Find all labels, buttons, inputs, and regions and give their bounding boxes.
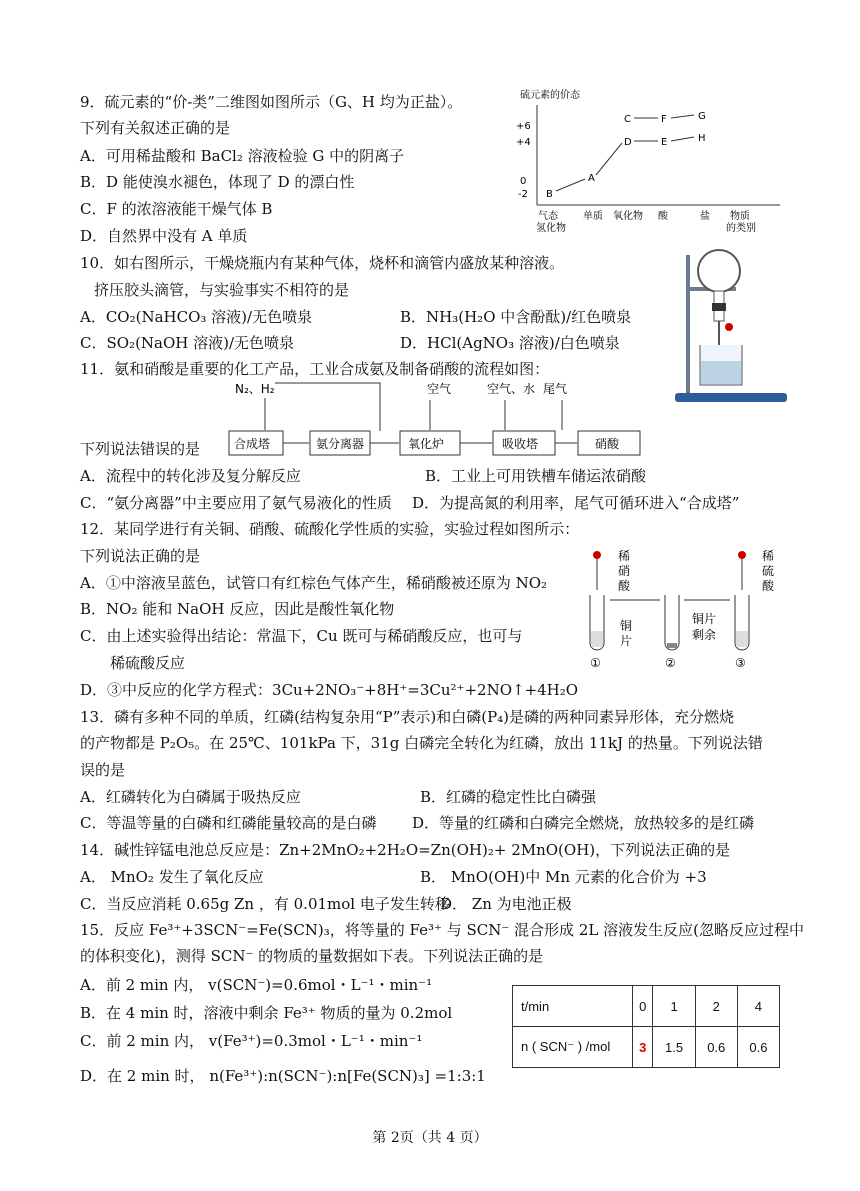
label-air-water: 空气、水 xyxy=(487,382,536,396)
ammonia-nitric-acid-flow-diagram xyxy=(225,378,645,460)
q15-option-a: A．前 2 min 内， v(SCN⁻)=0.6mol・L⁻¹・min⁻¹ xyxy=(80,976,433,994)
q15-option-b: B．在 4 min 时，溶液中剩余 Fe³⁺ 物质的量为 0.2mol xyxy=(80,1004,453,1022)
point-f: F xyxy=(661,114,667,125)
table-row xyxy=(513,986,780,1027)
q10-option-d: D．HCl(AgNO₃ 溶液)/白色喷泉 xyxy=(400,334,620,352)
q11-option-d: D．为提高氮的利用率，尾气可循环进入“合成塔” xyxy=(412,494,740,512)
box-nitric-acid: 硝酸 xyxy=(595,437,620,451)
q10-stem: 10．如右图所示，干燥烧瓶内有某种气体，烧杯和滴管内盛放某种溶液。 xyxy=(80,254,565,272)
table-cell: 1.5 xyxy=(653,1027,695,1068)
q13-stem-2: 的产物都是 P₂O₅。在 25℃、101kPa 下，31g 白磷完全转化为红磷，放出 11kJ 的热量。下列说法错 xyxy=(80,734,763,752)
tube-2-number: ② xyxy=(665,656,676,670)
fountain-apparatus-figure xyxy=(670,245,795,405)
q11-option-a: A．流程中的转化涉及复分解反应 xyxy=(80,467,301,485)
q15-stem: 15．反应 Fe³⁺+3SCN⁻=Fe(SCN)₃，将等量的 Fe³⁺ 与 SCN⁻ 混合形成 2L 溶液发生反应(忽略反应过程中 xyxy=(80,921,804,939)
q11-option-b: B．工业上可用铁槽车储运浓硝酸 xyxy=(425,467,647,485)
label-air: 空气 xyxy=(427,382,452,396)
label-copper: 铜 xyxy=(620,619,633,633)
ytick: 0 xyxy=(520,176,527,187)
q9-option-d: D．自然界中没有 A 单质 xyxy=(80,227,248,245)
label-char: 片 xyxy=(620,634,633,648)
q10-option-a: A．CO₂(NaHCO₃ 溶液)/无色喷泉 xyxy=(80,308,313,326)
table-cell: 4 xyxy=(737,986,779,1027)
label-char: 硝 xyxy=(618,564,631,578)
box-oxidation-furnace: 氧化炉 xyxy=(408,437,445,451)
page-footer: 第 2页（共 4 页） xyxy=(372,1130,488,1146)
q9-option-c: C．F 的浓溶液能干燥气体 B xyxy=(80,200,273,218)
table-cell-highlighted: 3 xyxy=(633,1027,653,1068)
xcat: 盐 xyxy=(700,211,710,222)
ytick: -2 xyxy=(518,189,528,200)
q13-option-a: A．红磷转化为白磷属于吸热反应 xyxy=(80,788,301,806)
q11-stem: 11．氨和硝酸是重要的化工产品，工业合成氨及制备硝酸的流程如图： xyxy=(80,360,550,378)
q12-option-d: D．③中反应的化学方程式：3Cu+2NO₃⁻+8H⁺=3Cu²⁺+2NO↑+4H₂O xyxy=(80,681,579,699)
q13-stem: 13．磷有多种不同的单质，红磷(结构复杂用“P”表示)和白磷(P₄)是磷的两种同素异形体，充分燃烧 xyxy=(80,708,735,726)
xcat: 气态 xyxy=(538,211,558,222)
point-b: B xyxy=(546,189,553,200)
q14-option-d: D． Zn 为电池正极 xyxy=(440,895,572,913)
point-a: A xyxy=(588,173,595,184)
tube-1-number: ① xyxy=(590,656,601,670)
q14-option-c: C．当反应消耗 0.65g Zn ，有 0.01mol 电子发生转移 xyxy=(80,895,450,913)
ytick: +4 xyxy=(516,137,531,148)
label-char: 硫 xyxy=(762,564,775,578)
q9-option-a: A．可用稀盐酸和 BaCl₂ 溶液检验 G 中的阴离子 xyxy=(80,147,405,165)
q10-option-c: C．SO₂(NaOH 溶液)/无色喷泉 xyxy=(80,334,295,352)
q15-option-d: D．在 2 min 时， n(Fe³⁺):n(SCN⁻):n[Fe(SCN)₃] =1:3:1 xyxy=(80,1067,486,1085)
q13-option-d: D．等量的红磷和白磷完全燃烧，放热较多的是红磷 xyxy=(412,814,755,832)
xcat: 氧化物 xyxy=(613,211,643,222)
label-dilute-nitric: 稀 xyxy=(618,549,631,563)
q10-stem-2: 挤压胶头滴管，与实验事实不相符的是 xyxy=(94,281,350,299)
table-header-time: t/min xyxy=(513,986,633,1027)
table-row xyxy=(513,1027,780,1068)
point-c: C xyxy=(624,114,631,125)
q12-option-c: C．由上述实验得出结论：常温下，Cu 既可与稀硝酸反应，也可与 xyxy=(80,627,523,645)
q12-option-b: B．NO₂ 能和 NaOH 反应，因此是酸性氧化物 xyxy=(80,600,395,618)
q12-option-c-cont: 稀硫酸反应 xyxy=(110,654,186,672)
table-header-amount: n ( SCN⁻ ) /mol xyxy=(513,1027,633,1068)
label-char: 剩余 xyxy=(692,628,717,642)
label-dilute-sulfuric: 稀 xyxy=(762,549,775,563)
table-cell: 2 xyxy=(695,986,737,1027)
q12-stem-2: 下列说法正确的是 xyxy=(80,547,201,565)
label-char: 酸 xyxy=(618,579,631,593)
q9-stem-2: 下列有关叙述正确的是 xyxy=(80,119,231,137)
q15-option-c: C．前 2 min 内， v(Fe³⁺)=0.3mol・L⁻¹・min⁻¹ xyxy=(80,1032,423,1050)
sulfur-valence-chart xyxy=(510,85,790,235)
q9-option-b: B．D 能使溴水褪色，体现了 D 的漂白性 xyxy=(80,173,355,191)
q14-stem: 14．碱性锌锰电池总反应是：Zn+2MnO₂+2H₂O=Zn(OH)₂+ 2MnO(OH)，下列说法正确的是 xyxy=(80,841,731,859)
q12-stem: 12．某同学进行有关铜、硝酸、硫酸化学性质的实验，实验过程如图所示： xyxy=(80,520,580,538)
q13-stem-3: 误的是 xyxy=(80,761,126,779)
tube-3-number: ③ xyxy=(735,656,746,670)
q9-stem: 9．硫元素的“价-类”二维图如图所示（G、H 均为正盐）。 xyxy=(80,93,463,111)
label-copper-left: 铜片 xyxy=(692,612,717,626)
copper-acid-experiment-figure xyxy=(580,545,790,673)
table-cell: 0 xyxy=(633,986,653,1027)
xcat: 酸 xyxy=(658,211,668,222)
q11-stem-2: 下列说法错误的是 xyxy=(80,440,201,458)
point-e: E xyxy=(661,137,668,148)
ytick: +6 xyxy=(516,121,531,132)
box-ammonia-separator: 氨分离器 xyxy=(316,437,365,451)
xcat: 的类别 xyxy=(726,223,756,234)
point-d: D xyxy=(624,137,632,148)
xcat: 物质 xyxy=(730,211,750,222)
xcat: 氢化物 xyxy=(536,223,566,234)
q14-option-b: B． MnO(OH)中 Mn 元素的化合价为 +3 xyxy=(420,868,707,886)
q10-option-b: B．NH₃(H₂O 中含酚酞)/红色喷泉 xyxy=(400,308,632,326)
table-cell: 1 xyxy=(653,986,695,1027)
chart-title: 硫元素的价态 xyxy=(520,90,580,101)
xcat: 单质 xyxy=(583,211,603,222)
table-cell: 0.6 xyxy=(737,1027,779,1068)
table-cell: 0.6 xyxy=(695,1027,737,1068)
label-n2-h2: N₂、H₂ xyxy=(235,382,275,396)
q14-option-a: A． MnO₂ 发生了氧化反应 xyxy=(80,868,264,886)
box-absorption-tower: 吸收塔 xyxy=(502,437,539,451)
q13-option-c: C．等温等量的白磷和红磷能量较高的是白磷 xyxy=(80,814,377,832)
q12-option-a: A．①中溶液呈蓝色，试管口有红棕色气体产生，稀硝酸被还原为 NO₂ xyxy=(80,574,548,592)
q13-option-b: B．红磷的稳定性比白磷强 xyxy=(420,788,597,806)
label-tail-gas: 尾气 xyxy=(543,382,568,396)
box-synthesis-tower: 合成塔 xyxy=(234,437,271,451)
label-char: 酸 xyxy=(762,579,775,593)
scn-data-table xyxy=(512,985,780,1068)
point-h: H xyxy=(698,133,706,144)
q11-option-c: C．“氨分离器”中主要应用了氨气易液化的性质 xyxy=(80,494,392,512)
point-g: G xyxy=(698,111,706,122)
q15-stem-2: 的体积变化)，测得 SCN⁻ 的物质的量数据如下表。下列说法正确的是 xyxy=(80,947,544,965)
